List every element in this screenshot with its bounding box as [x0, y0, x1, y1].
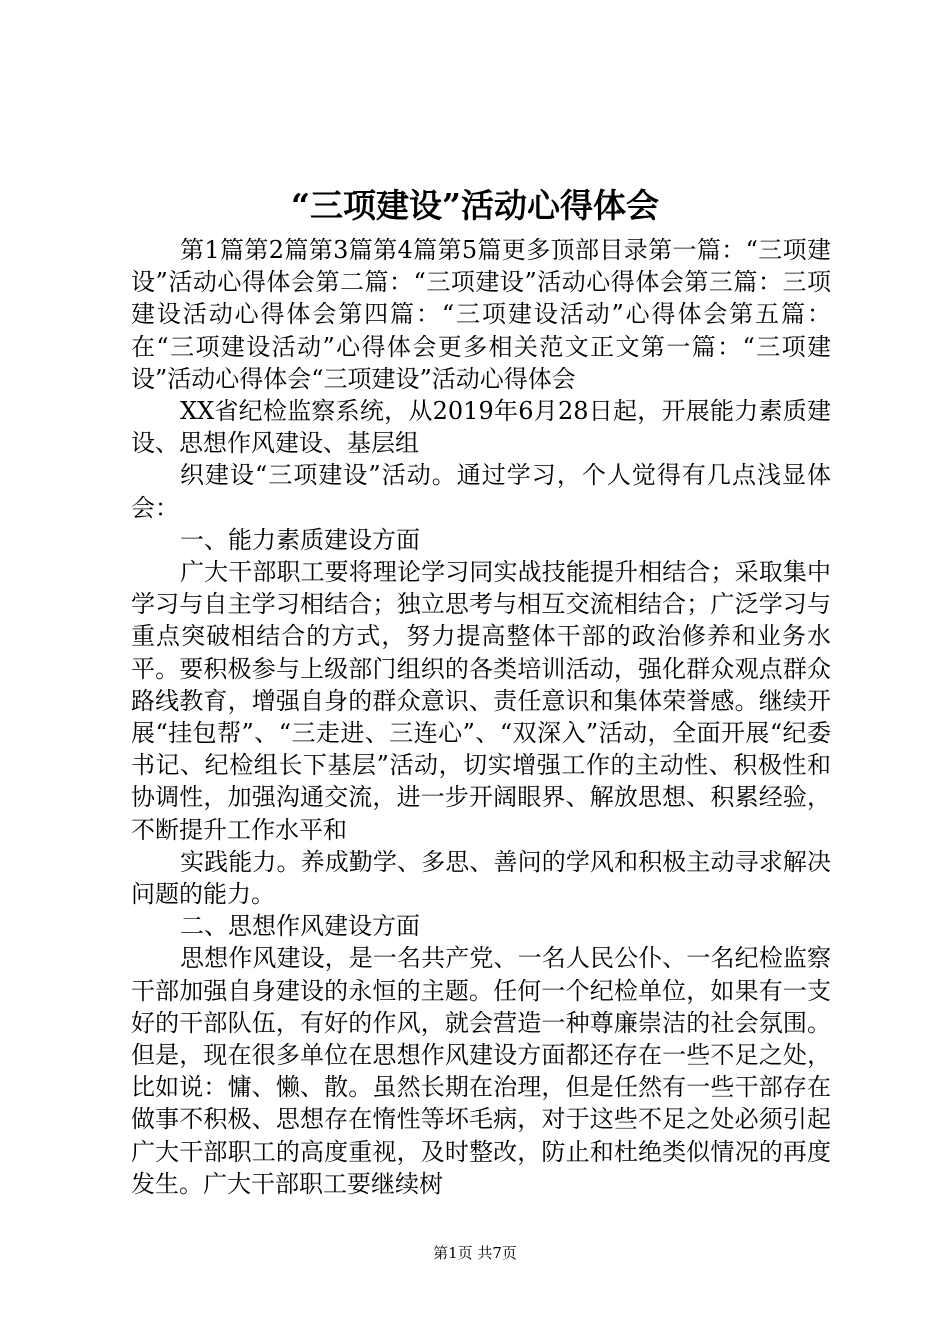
document-title: “三项建设”活动心得体会: [291, 186, 659, 225]
page-number: 第1页 共7页: [433, 1244, 517, 1262]
paragraph-intro-continued: 织建设“三项建设”活动。通过学习，个人觉得有几点浅显体会：: [131, 461, 831, 522]
paragraph-ability-continued: 实践能力。养成勤学、多思、善问的学风和积极主动寻求解决问题的能力。: [131, 847, 831, 909]
paragraph-ability: 广大干部职工要将理论学习同实战技能提升相结合；采取集中学习与自主学习相结合；独立思考与相互交流相结合；广泛学习与重点突破相结合的方式，努力提高整体干部的政治修养和业务水平。要积极参与上级部门组织的各类培训活动，强化群众观点群众路线教育，增强自身的群众意识、责任意识和集体荣誉感。继续开展“挂包帮”、“三走进、三连心”、“双深入”活动，全面开展“纪委书记、纪检组长下基层”活动，切实增强工作的主动性、积极性和协调性，加强沟通交流，进一步开阔眼界、解放思想、积累经验，不断提升工作水平和: [131, 558, 831, 844]
paragraph-style: 思想作风建设，是一名共产党、一名人民公仆、一名纪检监察干部加强自身建设的永恒的主题。任何一个纪检单位，如果有一支好的干部队伍，有好的作风，就会营造一种尊廉崇洁的社会氛围。但是，现在很多单位在思想作风建设方面都还存在一些不足之处，比如说：慵、懒、散。虽然长期在治理，但是任然有一些干部存在做事不积极、思想存在惰性等坏毛病，对于这些不足之处必须引起广大干部职工的高度重视，及时整改，防止和杜绝类似情况的再度发生。广大干部职工要继续树: [131, 944, 831, 1198]
section-heading-ability: 一、能力素质建设方面: [180, 525, 420, 554]
paragraph-intro: XX省纪检监察系统，从2019年6月28日起，开展能力素质建设、思想作风建设、基层组: [131, 397, 831, 458]
section-heading-style: 二、思想作风建设方面: [180, 912, 420, 941]
paragraph-toc: 第1篇第2篇第3篇第4篇第5篇更多顶部目录第一篇：“三项建设”活动心得体会第二篇：“三项建设”活动心得体会第三篇：三项建设活动心得体会第四篇：“三项建设活动”心得体会第五篇：在“三项建设活动”心得体会更多相关范文正文第一篇：“三项建设”活动心得体会“三项建设”活动心得体会: [131, 236, 831, 393]
document-body: [131, 234, 831, 1200]
